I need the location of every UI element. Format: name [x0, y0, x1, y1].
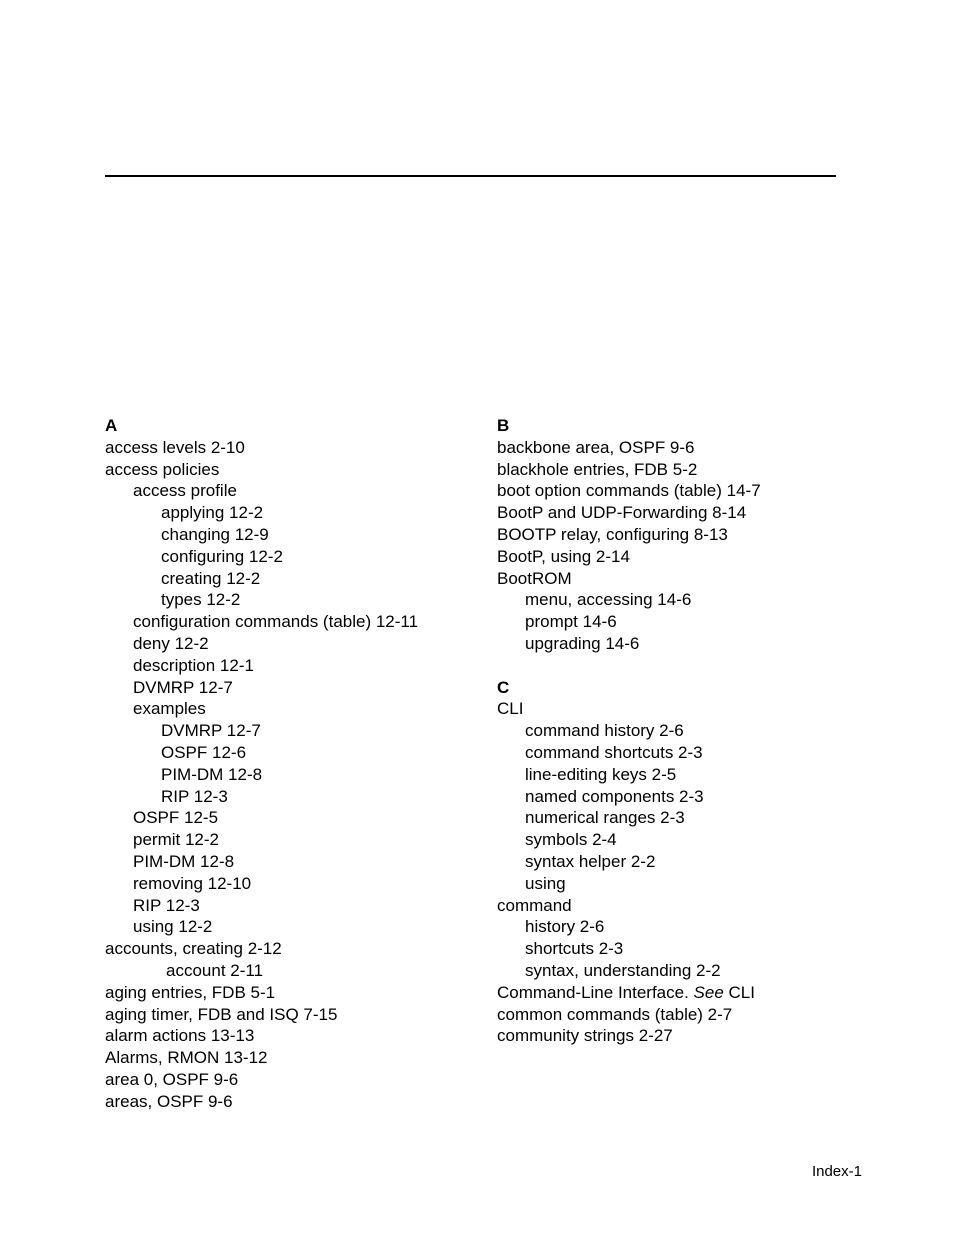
index-entry: command — [497, 895, 572, 915]
index-entry: BOOTP relay, configuring 8-13 — [497, 524, 728, 544]
index-subentry: numerical ranges 2-3 — [525, 808, 685, 828]
index-subsubentry: PIM-DM 12-8 — [161, 764, 263, 784]
index-entry: BootP, using 2-14 — [497, 546, 630, 566]
header-rule — [105, 175, 836, 177]
index-entry: backbone area, OSPF 9-6 — [497, 437, 695, 457]
see-entry-target: CLI — [723, 982, 755, 1002]
index-subentry: command shortcuts 2-3 — [525, 742, 703, 762]
index-subentry: examples — [133, 699, 206, 719]
index-entry: area 0, OSPF 9-6 — [105, 1069, 239, 1089]
index-subentry: history 2-6 — [525, 917, 605, 937]
index-subentry: using 12-2 — [133, 917, 213, 937]
index-subentry: prompt 14-6 — [525, 612, 617, 632]
index-subentry: menu, accessing 14-6 — [525, 590, 692, 610]
page-number: Index-1 — [811, 1163, 862, 1180]
index-subentry: OSPF 12-5 — [133, 808, 219, 828]
index-subentry: removing 12-10 — [133, 873, 252, 893]
index-subentry: shortcuts 2-3 — [525, 939, 624, 959]
index-entry: aging entries, FDB 5-1 — [105, 982, 276, 1002]
index-entry: community strings 2-27 — [497, 1026, 673, 1046]
index-entry: boot option commands (table) 14-7 — [497, 481, 761, 501]
index-entry: BootROM — [497, 568, 572, 588]
index-subsubentry: changing 12-9 — [161, 524, 269, 544]
index-subentry: command history 2-6 — [525, 721, 684, 741]
index-entry: alarm actions 13-13 — [105, 1026, 255, 1046]
index-subentry: upgrading 14-6 — [525, 633, 640, 653]
index-subentry: syntax helper 2-2 — [525, 851, 656, 871]
see-keyword: See — [693, 982, 724, 1002]
index-subentry: named components 2-3 — [525, 786, 704, 806]
index-entry: Alarms, RMON 13-12 — [105, 1048, 268, 1068]
see-entry-term: Command-Line Interface. — [497, 982, 694, 1002]
index-subentry: RIP 12-3 — [133, 895, 200, 915]
index-subsubentry: RIP 12-3 — [161, 786, 228, 806]
index-subentry: using — [525, 873, 566, 893]
index-entry: common commands (table) 2-7 — [497, 1004, 733, 1024]
index-entry: CLI — [497, 699, 524, 719]
index-subentry: PIM-DM 12-8 — [133, 851, 235, 871]
index-entry: access policies — [105, 459, 220, 479]
index-subsubentry: configuring 12-2 — [161, 546, 283, 566]
index-subentry: configuration commands (table) 12-11 — [133, 612, 419, 632]
index-column-left — [105, 415, 485, 1113]
section-letter-a: A — [105, 416, 118, 435]
index-subentry: syntax, understanding 2-2 — [525, 960, 721, 980]
section-letter-c: C — [497, 677, 510, 697]
section-letter-b: B — [497, 416, 510, 435]
index-subentry: DVMRP 12-7 — [133, 677, 233, 697]
index-subentry: permit 12-2 — [133, 830, 219, 850]
index-subentry: description 12-1 — [133, 655, 254, 675]
index-entry: BootP and UDP-Forwarding 8-14 — [497, 503, 747, 523]
section-gap — [497, 655, 877, 677]
index-entry: access levels 2-10 — [105, 437, 245, 457]
index-subentry: account 2-11 — [166, 960, 264, 980]
index-subsubentry: DVMRP 12-7 — [161, 721, 261, 741]
index-subentry: deny 12-2 — [133, 633, 209, 653]
index-subentry: line-editing keys 2-5 — [525, 764, 677, 784]
index-subentry: access profile — [133, 481, 237, 501]
index-subsubentry: types 12-2 — [161, 590, 241, 610]
index-column-right — [497, 415, 877, 1047]
index-subsubentry: applying 12-2 — [161, 503, 264, 523]
index-entry: aging timer, FDB and ISQ 7-15 — [105, 1004, 338, 1024]
index-entry: accounts, creating 2-12 — [105, 939, 282, 959]
index-subentry: symbols 2-4 — [525, 830, 617, 850]
index-entry-see-reference — [497, 982, 877, 1004]
index-entry: blackhole entries, FDB 5-2 — [497, 459, 698, 479]
index-subsubentry: creating 12-2 — [161, 568, 261, 588]
index-entry: areas, OSPF 9-6 — [105, 1091, 233, 1111]
index-subsubentry: OSPF 12-6 — [161, 742, 247, 762]
